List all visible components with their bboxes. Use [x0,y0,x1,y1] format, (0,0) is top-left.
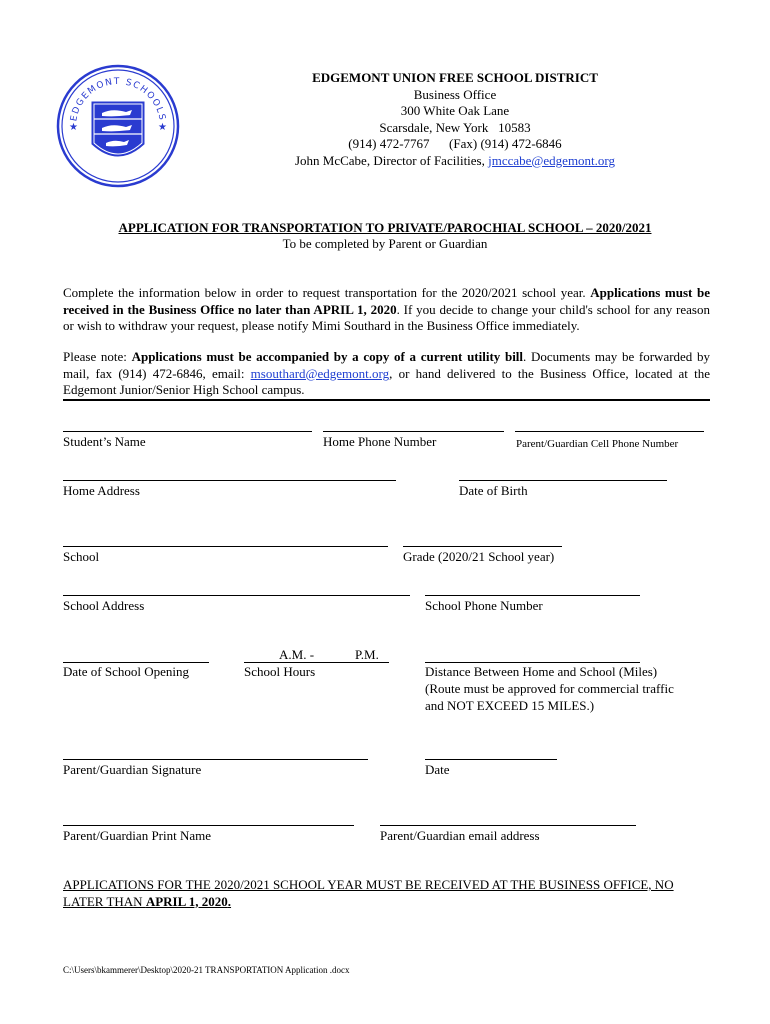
home-address-input-line[interactable] [63,480,396,481]
school-label: School [63,549,100,564]
deadline-notice [63,877,713,910]
date-of-birth-input-line[interactable] [459,480,667,481]
note-email-link[interactable]: msouthard@edgemont.org [250,365,390,381]
note-utility-bill: Applications must be accompanied by a copy of a current utility bill [131,349,524,364]
date-input-line[interactable] [425,759,557,760]
date-opening-label: Date of School Opening [63,664,190,679]
deadline-date: APRIL 1, 2020 [145,893,228,909]
district-name: EDGEMONT UNION FREE SCHOOL DISTRICT [312,70,598,85]
pm-label: P.M. [355,647,379,662]
am-label: A.M. - [279,647,315,662]
phone-fax: (914) 472-7767 (Fax) (914) 472-6846 [348,136,562,151]
school-hours-label: School Hours [244,664,316,679]
note-prefix: Please note: [63,349,132,364]
deadline-period: . [227,893,232,909]
distance-label-2: (Route must be approved for commercial traffic [425,681,674,696]
grade-label: Grade (2020/21 School year) [403,549,555,564]
distance-input-line[interactable] [425,662,640,663]
intro-text-1: Complete the information below in order to request transportation for the 2020/2021 school year. [63,285,591,300]
guardian-cell-label: Parent/Guardian Cell Phone Number [516,438,679,450]
distance-label-1: Distance Between Home and School (Miles) [425,664,658,679]
guardian-print-name-input-line[interactable] [63,825,354,826]
guardian-print-name-label: Parent/Guardian Print Name [63,828,212,843]
home-phone-input-line[interactable] [323,431,504,432]
intro-deadline: Applications must be received in the Business Office no later than APRIL 1, 2020 [63,285,710,317]
contact-line [250,153,660,170]
svg-text:EDGEMONT SCHOOLS: EDGEMONT SCHOOLS [69,76,167,123]
contact-name: John McCabe, Director of Facilities, [294,152,489,168]
street-address: 300 White Oak Lane [400,103,510,118]
date-label: Date [425,762,450,777]
office-name: Business Office [413,86,497,102]
guardian-email-input-line[interactable] [380,825,636,826]
form-subtitle: To be completed by Parent or Guardian [282,236,488,251]
guardian-signature-label: Parent/Guardian Signature [63,762,202,777]
home-phone-label: Home Phone Number [323,434,437,449]
city-state-zip: Scarsdale, New York 10583 [379,119,531,135]
grade-input-line[interactable] [403,546,562,547]
svg-text:★: ★ [158,122,167,133]
deadline-notice-text: APPLICATIONS FOR THE 2020/2021 SCHOOL YEAR MUST BE RECEIVED AT THE BUSINESS OFFICE, NO LATER THAN [63,877,674,909]
contact-email-link[interactable]: jmccabe@edgemont.org [488,152,616,168]
date-opening-input-line[interactable] [63,662,209,663]
student-name-label: Student’s Name [63,434,146,449]
document-file-path: C:\Users\bkammerer\Desktop\2020-21 TRANSPORTATION Application .docx [63,965,350,975]
note-paragraph [63,349,710,399]
home-address-label: Home Address [63,483,140,498]
note-text-1: . Documents may be forwarded by mail, fax (914) 472-6846, email: [63,349,710,381]
section-divider [63,399,710,401]
form-title: APPLICATION FOR TRANSPORTATION TO PRIVATE/PAROCHIAL SCHOOL – 2020/2021 [118,220,652,235]
guardian-email-label: Parent/Guardian email address [380,828,540,843]
intro-paragraph [63,285,710,335]
distance-label-3: and NOT EXCEED 15 MILES.) [425,698,595,713]
svg-text:★: ★ [69,122,78,133]
note-text-2: , or hand delivered to the Business Office, located at the Edgemont Junior/Senior High School campus. [63,365,710,397]
district-seal-logo [56,64,180,188]
school-address-input-line[interactable] [63,595,410,596]
school-phone-input-line[interactable] [425,595,640,596]
letterhead [250,70,660,169]
intro-text-2: . If you decide to change your child's school for any reason or wish to withdraw your request, please notify Mimi Southard in the Business Office immediately. [63,301,710,333]
student-name-input-line[interactable] [63,431,312,432]
school-address-label: School Address [63,598,145,613]
school-phone-label: School Phone Number [425,598,543,613]
date-of-birth-label: Date of Birth [459,483,528,498]
guardian-cell-input-line[interactable] [515,431,704,432]
school-input-line[interactable] [63,546,388,547]
guardian-signature-input-line[interactable] [63,759,368,760]
